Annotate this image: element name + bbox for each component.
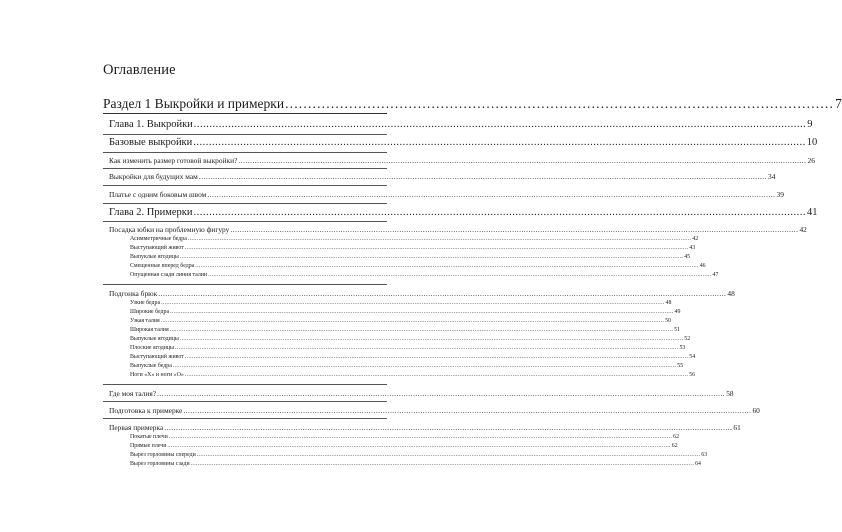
entry-page: 39 [776, 190, 784, 199]
page-title: Оглавление [103, 62, 176, 78]
toc-entry-first-fitting[interactable] [109, 423, 741, 432]
entry-leader: .................................................................................................................................................................................................................................................. [230, 225, 799, 234]
entry-title: Асимметричные бедра [130, 236, 187, 242]
toc-entry-waist[interactable] [109, 389, 734, 398]
entry-leader: ............................................................................................................................................................................................................................................................................................ [184, 354, 689, 360]
entry-leader: .................................................................................................................................................................................................................................................. [198, 172, 767, 181]
entry-leader: ............................................................................................................................................................................................................................................................................................ [175, 345, 679, 351]
entry-page: 60 [752, 406, 760, 415]
entry-page: 47 [712, 272, 719, 278]
entry-leader: ............................................................................................................................................................................................................................................................................................ [172, 363, 677, 369]
toc-entry-section-1[interactable] [103, 96, 842, 111]
divider [103, 401, 387, 402]
entry-leader: .................................................................................................................................................................................................................................................. [238, 156, 807, 165]
toc-subentry[interactable] [130, 354, 696, 361]
entry-title: Плоские ягодицы [130, 345, 175, 351]
entry-title: Опущенная сзади линия талии [130, 272, 208, 278]
entry-leader: ............................................................................................................................................................................................................................................................................................ [184, 372, 689, 378]
entry-page: 41 [807, 207, 818, 218]
toc-subentry[interactable] [130, 245, 696, 252]
entry-title: Широкая талия [130, 327, 169, 333]
entry-leader: ............................................................................................................................................................................................................................................................................................ [187, 236, 692, 242]
toc-subentry[interactable] [130, 254, 691, 261]
entry-title: Смещенные вперед бедра [130, 263, 195, 269]
toc-entry-side-seam[interactable] [109, 190, 784, 199]
divider [103, 203, 387, 204]
toc-subentry[interactable] [130, 452, 708, 459]
entry-title: Узкая талия [130, 318, 160, 324]
entry-leader: ........................................................................................................................ [285, 96, 835, 111]
toc-subentry[interactable] [130, 300, 672, 307]
entry-title: Выступающий живот [130, 245, 184, 251]
entry-page: 42 [799, 225, 807, 234]
toc-subentry[interactable] [130, 345, 686, 352]
entry-page: 26 [807, 156, 815, 165]
toc-subentry[interactable] [130, 327, 680, 334]
entry-page: 56 [689, 372, 696, 378]
entry-page: 63 [701, 452, 708, 458]
toc-entry-change-size[interactable] [109, 156, 815, 165]
entry-leader: .................................................................................................................................................................................................................................................. [157, 389, 726, 398]
entry-page: 61 [733, 423, 741, 432]
entry-title: Подгонка брюк [109, 289, 158, 298]
entry-title: Как изменить размер готовой выкройки? [109, 156, 238, 165]
toc-subentry[interactable] [130, 461, 701, 468]
toc-subentry[interactable] [130, 309, 681, 316]
divider [103, 134, 387, 135]
entry-leader: ............................................................................................................................................................................................................................................................................................ [168, 434, 673, 440]
toc-subentry[interactable] [130, 363, 684, 370]
entry-leader: .................................................................................................................................................................................................................................................. [183, 406, 752, 415]
entry-leader: .................................................................................................................................................................................................... [193, 119, 807, 130]
entry-leader: ............................................................................................................................................................................................................................................................................................ [161, 300, 665, 306]
divider [103, 168, 387, 169]
entry-page: 55 [677, 363, 684, 369]
toc-entry-chapter-1[interactable] [109, 119, 813, 131]
toc-subentry[interactable] [130, 263, 706, 270]
entry-leader: ............................................................................................................................................................................................................................................................................................ [179, 336, 684, 342]
entry-page: 9 [807, 119, 813, 130]
entry-page: 48 [665, 300, 672, 306]
entry-title: Базовые выкройки [109, 137, 193, 148]
entry-leader: ............................................................................................................................................................................................................................................................................................ [179, 254, 684, 260]
entry-page: 50 [665, 318, 671, 324]
entry-title: Выступающий живот [130, 354, 184, 360]
toc-subentry[interactable] [130, 336, 691, 343]
toc-subentry[interactable] [130, 443, 678, 450]
entry-title: Подготовка к примерке [109, 406, 183, 415]
toc-entry-prep[interactable] [109, 406, 760, 415]
entry-leader: .................................................................................................................................................................................................................................................. [207, 190, 776, 199]
entry-page: 34 [768, 172, 776, 181]
divider [103, 284, 387, 285]
entry-page: 64 [695, 461, 701, 467]
toc-entry-skirt[interactable] [109, 225, 807, 234]
toc-subentry[interactable] [130, 272, 719, 279]
entry-page: 7 [835, 96, 842, 111]
toc-entry-basic-patterns[interactable] [109, 137, 818, 149]
entry-page: 58 [726, 389, 734, 398]
entry-title: Первая примерка [109, 423, 164, 432]
entry-title: Широкие бедра [130, 309, 170, 315]
entry-title: Выпуклые ягодицы [130, 336, 179, 342]
entry-page: 49 [674, 309, 681, 315]
entry-page: 52 [684, 336, 691, 342]
entry-leader: .................................................................................................................................................................................................................................................. [158, 289, 727, 298]
divider [103, 384, 387, 385]
toc-subentry[interactable] [130, 318, 671, 325]
entry-title: Посадка юбки на проблемную фигуру [109, 225, 230, 234]
toc-subentry[interactable] [130, 236, 699, 243]
entry-title: Выкройки для будущих мам [109, 172, 198, 181]
entry-page: 46 [699, 263, 706, 269]
divider [103, 418, 387, 419]
entry-page: 51 [674, 327, 680, 333]
entry-leader: ............................................................................................................................................................................................................................................................................................ [195, 263, 699, 269]
entry-title: Платье с одним боковым швом [109, 190, 207, 199]
entry-title: Выпуклые ягодицы [130, 254, 179, 260]
entry-page: 62 [671, 443, 678, 449]
entry-leader: .................................................................................................................................................................................................... [193, 207, 807, 218]
entry-page: 45 [684, 254, 691, 260]
toc-entry-future-moms[interactable] [109, 172, 776, 181]
entry-page: 42 [692, 236, 699, 242]
toc-entry-chapter-2[interactable] [109, 207, 818, 219]
divider [103, 185, 387, 186]
entry-leader: ............................................................................................................................................................................................................................................................................................ [184, 245, 689, 251]
entry-title: Прямые плечи [130, 443, 167, 449]
entry-leader: .................................................................................................................................................................................................................................................. [164, 423, 733, 432]
toc-entry-pants[interactable] [109, 289, 735, 298]
entry-title: Глава 2. Примерки [109, 207, 193, 218]
entry-title: Покатые плечи [130, 434, 168, 440]
divider [103, 221, 387, 222]
entry-leader: ............................................................................................................................................................................................................................................................................................ [190, 461, 695, 467]
entry-title: Вырез горловины сзади [130, 461, 190, 467]
entry-page: 54 [689, 354, 696, 360]
entry-leader: ............................................................................................................................................................................................................................................................................................ [170, 309, 674, 315]
entry-page: 53 [679, 345, 686, 351]
entry-title: Выпуклые бедра [130, 363, 172, 369]
toc-subentry[interactable] [130, 372, 696, 379]
entry-page: 48 [727, 289, 735, 298]
entry-page: 10 [806, 137, 818, 148]
entry-title: Раздел 1 Выкройки и примерки [103, 96, 285, 111]
entry-leader: ............................................................................................................................................................................................................................................................................................ [169, 327, 674, 333]
divider [103, 152, 387, 153]
entry-leader: ............................................................................................................................................................................................................................................................................................ [208, 272, 712, 278]
entry-title: Глава 1. Выкройки [109, 119, 193, 130]
entry-title: Вырез горловины спереди [130, 452, 196, 458]
entry-title: Узкие бедра [130, 300, 161, 306]
entry-title: Ноги «Х» и ноги «О» [130, 372, 184, 378]
entry-page: 62 [673, 434, 680, 440]
entry-leader: ............................................................................................................................................................................................................................................................................................ [196, 452, 701, 458]
entry-leader: .................................................................................................................................................................................................... [193, 137, 806, 148]
toc-subentry[interactable] [130, 434, 680, 441]
divider [103, 113, 387, 114]
entry-page: 43 [689, 245, 696, 251]
entry-leader: ............................................................................................................................................................................................................................................................................................ [167, 443, 671, 449]
entry-leader: ............................................................................................................................................................................................................................................................................................ [160, 318, 665, 324]
entry-title: Где моя талия? [109, 389, 157, 398]
